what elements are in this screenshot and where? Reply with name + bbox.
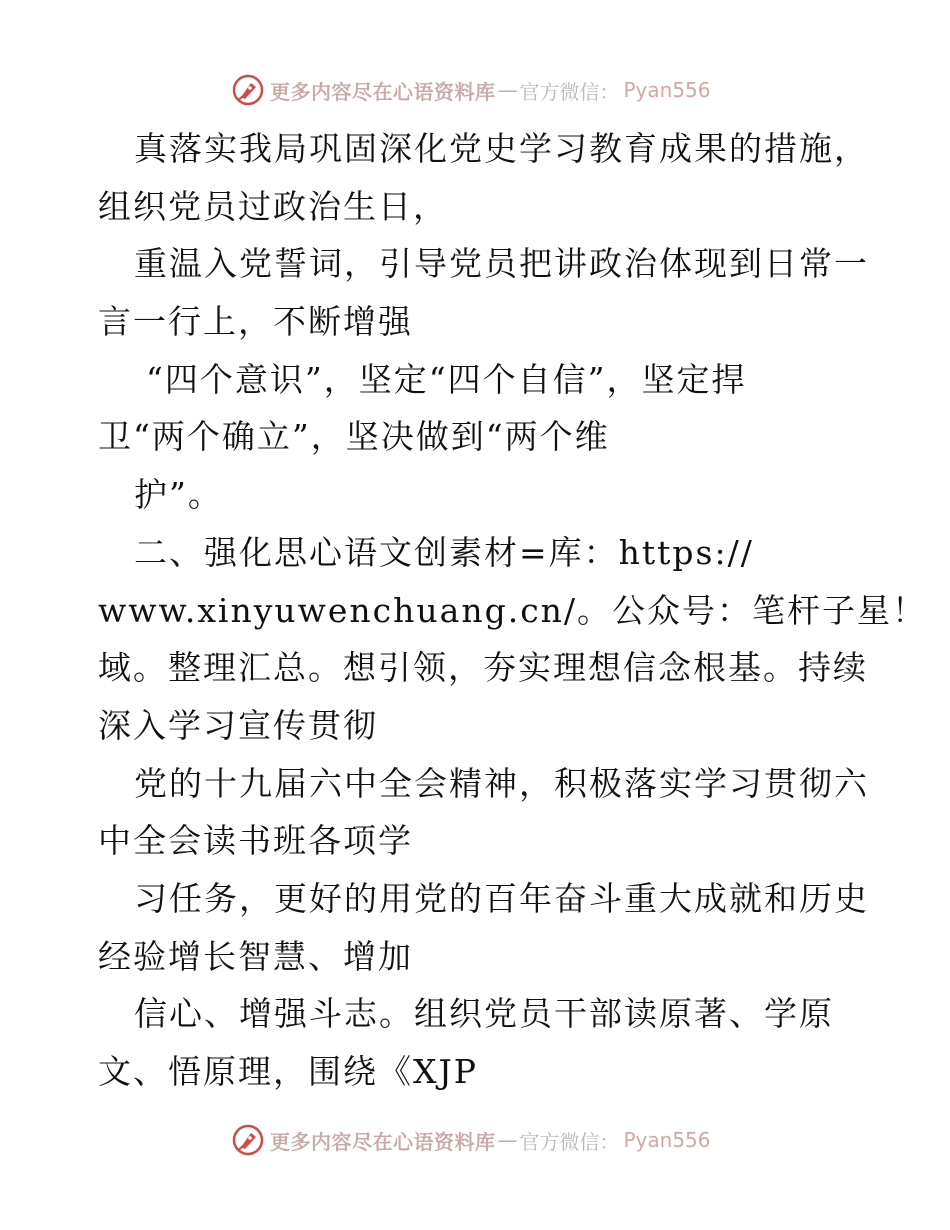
watermark-main-text: 更多内容尽在心语资料库 xyxy=(270,1129,496,1154)
pen-nib-logo-icon xyxy=(232,74,264,106)
text-line: 党的十九届六中全会精神，积极落实学习贯彻六 xyxy=(134,763,869,803)
header-watermark xyxy=(232,70,711,110)
text-line: 护”。 xyxy=(134,475,223,515)
watermark-id: Pyan556 xyxy=(623,78,711,102)
text-line: 二、强化思心语文创素材=库：https:// xyxy=(134,532,754,572)
text-line: 深入学习宣传贯彻 xyxy=(98,705,378,745)
text-line: 中全会读书班各项学 xyxy=(98,821,413,861)
document-body xyxy=(98,120,928,1101)
text-line: “四个意识”，坚定“四个自信”，坚定捍 xyxy=(146,359,747,399)
watermark-label: 官方微信： xyxy=(519,79,620,104)
watermark-separator: — xyxy=(497,78,518,102)
text-line: 重温入党誓词，引导党员把讲政治体现到日常一 xyxy=(134,244,869,284)
text-line: 信心、增强斗志。组织党员干部读原著、学原 xyxy=(134,994,834,1034)
text-line: 组织党员过政治生日， xyxy=(98,186,448,226)
text-line: 真落实我局巩固深化党史学习教育成果的措施， xyxy=(134,129,869,168)
watermark-id: Pyan556 xyxy=(623,1128,711,1152)
watermark-separator: — xyxy=(497,1128,518,1152)
watermark-label: 官方微信： xyxy=(519,1129,620,1154)
pen-nib-logo-icon xyxy=(232,1124,264,1156)
watermark-main-text: 更多内容尽在心语资料库 xyxy=(270,79,496,104)
footer-watermark xyxy=(232,1120,711,1160)
text-line: 经验增长智慧、增加 xyxy=(98,936,413,976)
text-line: 文、悟原理，围绕《XJP xyxy=(98,1052,478,1091)
text-line: 域。整理汇总。想引领，夯实理想信念根基。持续 xyxy=(98,648,868,688)
text-line: www.xinyuwenchuang.cn/。公众号：笔杆子星！ xyxy=(98,590,928,630)
text-line: 卫“两个确立”，坚决做到“两个维 xyxy=(98,417,610,457)
text-line: 习任务，更好的用党的百年奋斗重大成就和历史 xyxy=(134,878,869,918)
text-line: 言一行上，不断增强 xyxy=(98,302,413,342)
